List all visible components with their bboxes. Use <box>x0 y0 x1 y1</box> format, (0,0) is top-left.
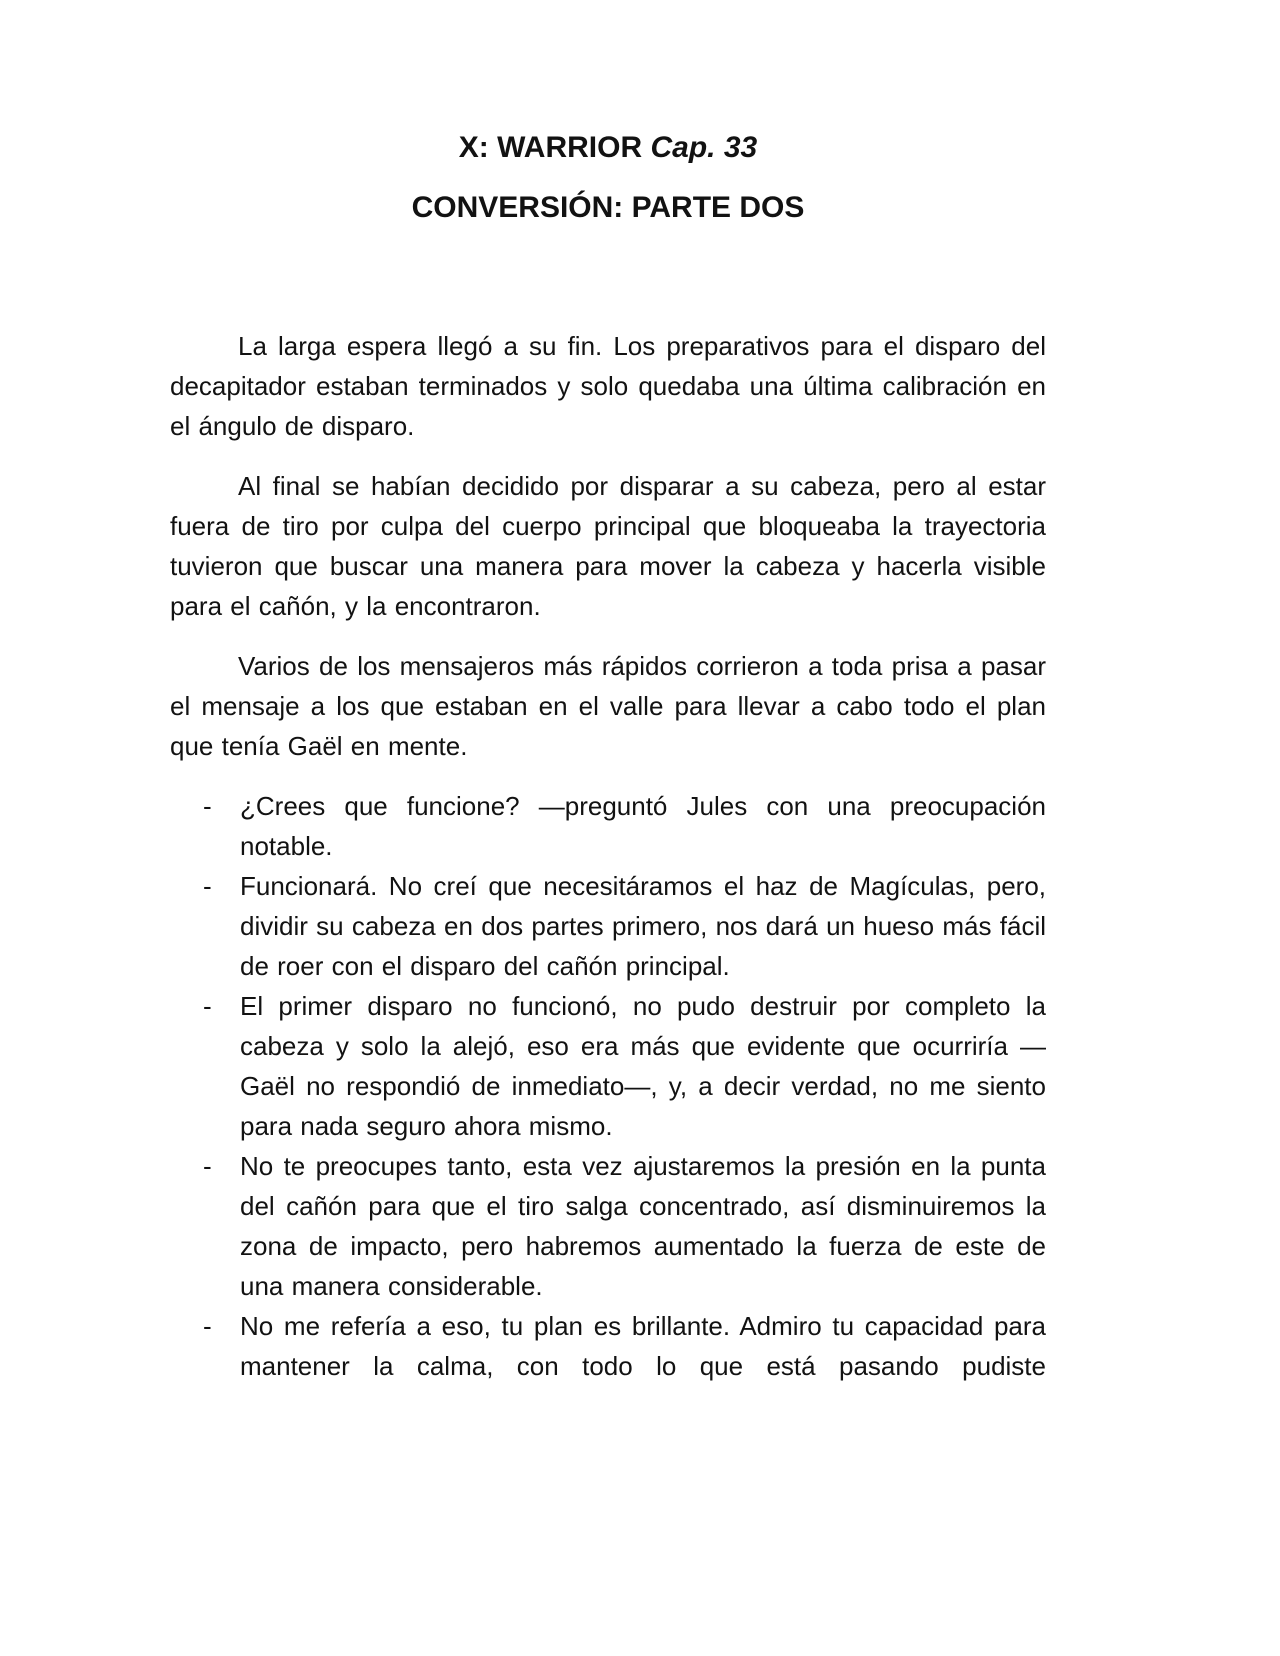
dialogue-line-text: No te preocupes tanto, esta vez ajustaremos la presión en la punta del cañón para que el tiro salga concentrado, así disminuiremos la zona de impacto, pero habremos aumentado la fuerza de este de una manera considerable. <box>240 1151 1046 1301</box>
dialogue-line <box>170 786 1046 866</box>
dialogue-line <box>170 1146 1046 1306</box>
dialogue-line-text: El primer disparo no funcionó, no pudo destruir por completo la cabeza y solo la alejó, eso era más que evidente que ocurriría —Gaël no respondió de inmediato—, y, a decir verdad, no me siento para nada seguro ahora mismo. <box>240 991 1046 1141</box>
page-title <box>170 130 1046 166</box>
dialogue-dash-marker: - <box>203 871 212 901</box>
dialogue-line-text: No me refería a eso, tu plan es brillante. Admiro tu capacidad para mantener la calma, con todo lo que está pasando pudiste <box>240 1311 1046 1381</box>
dialogue-line-text: ¿Crees que funcione? —preguntó Jules con una preocupación notable. <box>240 791 1046 861</box>
dialogue-list <box>170 786 1046 1386</box>
dialogue-dash-marker: - <box>203 991 212 1021</box>
page-title-chapter: Cap. 33 <box>650 131 758 164</box>
dialogue-dash-marker: - <box>203 1311 212 1341</box>
story-paragraph: La larga espera llegó a su fin. Los preparativos para el disparo del decapitador estaban terminados y solo quedaba una última calibración en el ángulo de disparo. <box>170 331 1046 441</box>
dialogue-line <box>170 1306 1046 1386</box>
dialogue-line <box>170 986 1046 1146</box>
dialogue-line <box>170 866 1046 986</box>
dialogue-dash-marker: - <box>203 1151 212 1181</box>
page-subtitle: CONVERSIÓN: PARTE DOS <box>411 191 805 224</box>
story-paragraph: Al final se habían decidido por disparar a su cabeza, pero al estar fuera de tiro por culpa del cuerpo principal que bloqueaba la trayectoria tuvieron que buscar una manera para mover la cabeza y hacerla visible para el cañón, y la encontraron. <box>170 471 1046 621</box>
page-title-main: X: WARRIOR <box>458 131 643 164</box>
story-paragraphs <box>170 326 1046 766</box>
dialogue-dash-marker: - <box>203 791 212 821</box>
dialogue-line-text: Funcionará. No creí que necesitáramos el haz de Magículas, pero, dividir su cabeza en dos partes primero, nos dará un hueso más fácil de roer con el disparo del cañón principal. <box>240 871 1046 981</box>
story-paragraph: Varios de los mensajeros más rápidos corrieron a toda prisa a pasar el mensaje a los que estaban en el valle para llevar a cabo todo el plan que tenía Gaël en mente. <box>170 651 1046 761</box>
